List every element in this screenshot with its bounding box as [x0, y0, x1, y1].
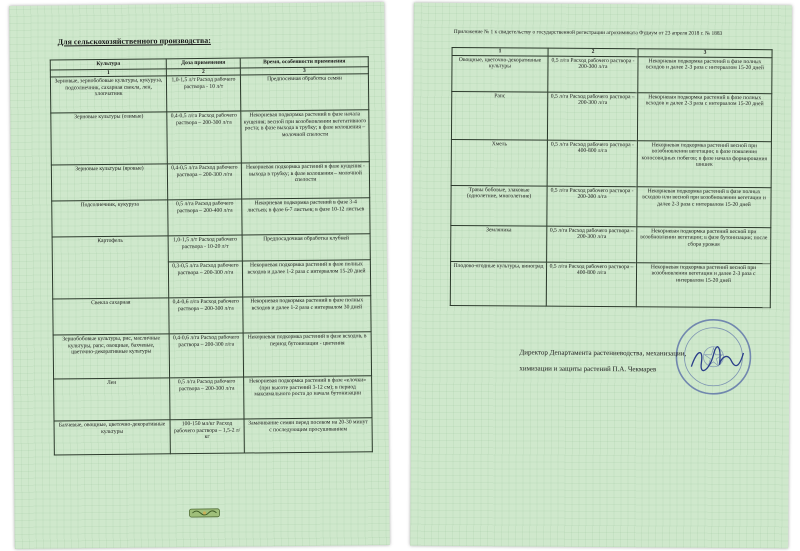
- dose-cell: 0,5 л/га Расход рабочего раствора – 200-300 л/га: [547, 226, 637, 263]
- crop-cell: Подсолнечник, кукуруза: [52, 200, 168, 237]
- timing-cell: Предпосевная обработка семян: [240, 74, 368, 111]
- dose-cell: 0,4-0,6 л/га Расход рабочего раствора – 200-300 л/га: [169, 297, 243, 334]
- timing-cell: Некорневая подкормка растений весной при возобновлении вегетации; в фазе бутонизации; после сбора урожая: [637, 226, 771, 263]
- timing-cell: Некорневая подкормка растений в фазе полных всходов и далее 1-2 раза с интервалом 30 дней: [243, 296, 371, 333]
- crop-cell: Бахчевые, овощные, цветочно-декоративные культуры: [54, 420, 170, 455]
- table-row: [451, 139, 771, 187]
- timing-cell: Замачивание семян перед посевом на 20-30 минут с последующим просушиванием: [244, 418, 372, 453]
- signature-title: Директор Департамента растениеводства, механизации,: [519, 348, 687, 358]
- table-row: [52, 234, 370, 263]
- header-crop: Культура: [50, 59, 166, 70]
- table-row: [452, 55, 772, 93]
- crop-cell: Овощные, цветочно-декоративные культуры: [452, 55, 548, 92]
- timing-cell: Некорневая подкормка растений в фазе полных всходов и далее 2-3 раза с интервалом 15-20 дней: [637, 92, 771, 141]
- table-row: [54, 418, 372, 455]
- header-dose: Доза применения: [166, 58, 240, 68]
- table-row: [53, 296, 371, 335]
- table-row: [54, 376, 372, 421]
- appendix-note: Приложение № 1 к свидетельству о государственной регистрации агрохимиката Фудиум от 23 апреля 2018 г. № 1883: [453, 28, 723, 37]
- crop-cell: Земляника: [451, 225, 547, 262]
- dose-cell: 0,5 л/га Расход рабочего раствора - 200-300 л/га: [547, 186, 637, 227]
- crop-cell: Рапс: [451, 91, 547, 140]
- dose-cell: 1,0-1,5 л/т Расход рабочего раствора - 10-20 л/т: [168, 235, 242, 262]
- dose-cell: 1,0-1,5 л/т Расход рабочего раствора - 10 л/т: [166, 75, 240, 112]
- section-heading: Для сельскохозяйственного производства:: [57, 35, 211, 47]
- crop-cell: Свекла сахарная: [53, 298, 169, 335]
- left-page: [9, 2, 390, 549]
- dose-cell: 0,5 л/га Расход рабочего раствора – 200-400 л/га: [168, 199, 242, 236]
- timing-cell: Некорневая подкормка растений весной при возобновлении вегетации и далее 2-3 раза с интервалом 15-20 дней: [636, 262, 770, 307]
- timing-cell: Некорневая подкормка растений в фазе «елочки» (при высоте растений 3-12 см); в период максимального роста до начала бутонизации: [244, 376, 372, 419]
- column-number: 1: [452, 47, 548, 55]
- table-row: [50, 74, 368, 113]
- crop-cell: Зерновые, зернобобовые культуры, кукуруза, подсолнечник, сахарная свекла, лен, хлопчатник: [50, 76, 166, 113]
- column-number: 2: [166, 68, 240, 76]
- crop-cell: Плодово-ягодные культуры, виноград: [450, 261, 546, 306]
- dose-cell: 0,5 л/га Расход рабочего раствора – 400-800 л/га: [546, 262, 636, 307]
- column-number: 1: [50, 68, 166, 77]
- dose-cell: 0,5 л/га Расход рабочего раствора – 200-300 л/га: [547, 92, 637, 141]
- timing-cell: Некорневая подкормка растений в фазе кущения - выхода в трубку; в фазе колошения – молочной спелости: [241, 162, 369, 199]
- dose-cell: 0,5 л/га Расход рабочего раствора – 200-300 л/га: [170, 377, 244, 420]
- timing-cell: Некорневая подкормка растений в фазе полных всходов или весной при возобновлении вегетации и далее 2-3 раза с интервалом 15-20 дней: [637, 186, 771, 227]
- crop-cell: Картофель: [52, 236, 169, 299]
- table-row: [51, 110, 370, 165]
- table-row: [451, 185, 771, 227]
- signature-name: химизации и защиты растений П.А. Чекмарев: [519, 364, 657, 374]
- crop-cell: Лен: [54, 378, 170, 421]
- table-row: [51, 162, 369, 201]
- table-row: [450, 261, 770, 307]
- column-number: 3: [638, 49, 772, 58]
- dose-cell: 0,4-0,5 л/га Расход рабочего раствора – 200-300 л/га: [167, 111, 242, 164]
- ornament-icon: [188, 507, 220, 519]
- crop-cell: Травы бобовые, злаковые (однолетние, многолетние): [451, 185, 547, 226]
- crop-cell: Зерновые культуры (яровые): [51, 164, 167, 201]
- timing-cell: Некорневая подкормка растений в фазе начала кущения; весной при возобновлении вегетативного роста; в фазе выхода в трубку; в фазе колошения – молочной спелости: [241, 110, 370, 163]
- dose-cell: 100-150 мл/кг Расход рабочего раствора – 1,5-2 л/кг: [170, 419, 244, 454]
- crop-cell: Хмель: [451, 139, 547, 186]
- timing-cell: Некорневая подкормка растений весной при возобновлении вегетации; в фазе появления колосовидных побегов; в фазе начала формирования шишек: [637, 140, 771, 187]
- timing-cell: Некорневая подкормка растений в фазе полных всходов и далее 1-2 раза с интервалом 15-20 дней: [242, 260, 370, 297]
- dose-cell: 0,5 л/га Расход рабочего раствора - 200-300 л/га: [548, 56, 638, 93]
- application-table-right: [450, 47, 773, 308]
- table-row: [451, 225, 771, 263]
- column-number: 3: [240, 66, 368, 75]
- dose-cell: 0,5 л/га Расход рабочего раствора - 400-800 л/га: [547, 140, 637, 187]
- header-timing: Время, особенности применения: [240, 57, 368, 68]
- timing-cell: Предпосадочная обработка клубней: [242, 234, 370, 261]
- right-page: [410, 3, 792, 549]
- crop-cell: Зерновые культуры (озимые): [51, 112, 168, 165]
- timing-cell: Некорневая подкормка растений в фазе полных всходов и далее 2-3 раза с интервалом 15-20 дней: [638, 56, 772, 93]
- dose-cell: 0,3-0,5 л/га Расход рабочего раствора – 200-300 л/га: [168, 261, 242, 298]
- table-row: [451, 91, 771, 141]
- column-number: 2: [548, 48, 638, 56]
- dose-cell: 0,4-0,6 л/га Расход рабочего раствора – 200-300 л/га: [169, 333, 243, 378]
- dose-cell: 0,4-0,5 л/га Расход рабочего раствора – 200-300 л/га: [167, 163, 241, 200]
- timing-cell: Некорневая подкормка растений в фазе всходов, в период бутонизации - цветения: [243, 332, 371, 377]
- timing-cell: Некорневая подкормка растений в фазе 3-4 листьев; в фазе 6-7 листьев; в фазе 10-12 листьев: [242, 198, 370, 235]
- signature-block: [519, 344, 749, 378]
- application-table-left: [50, 56, 373, 456]
- crop-cell: Зернобобовые культуры, рис, масличные культуры, рапс, овощные, бахчевые, цветочно-декоративные культуры: [53, 334, 169, 379]
- table-row: [52, 198, 370, 237]
- table-row: [53, 332, 371, 379]
